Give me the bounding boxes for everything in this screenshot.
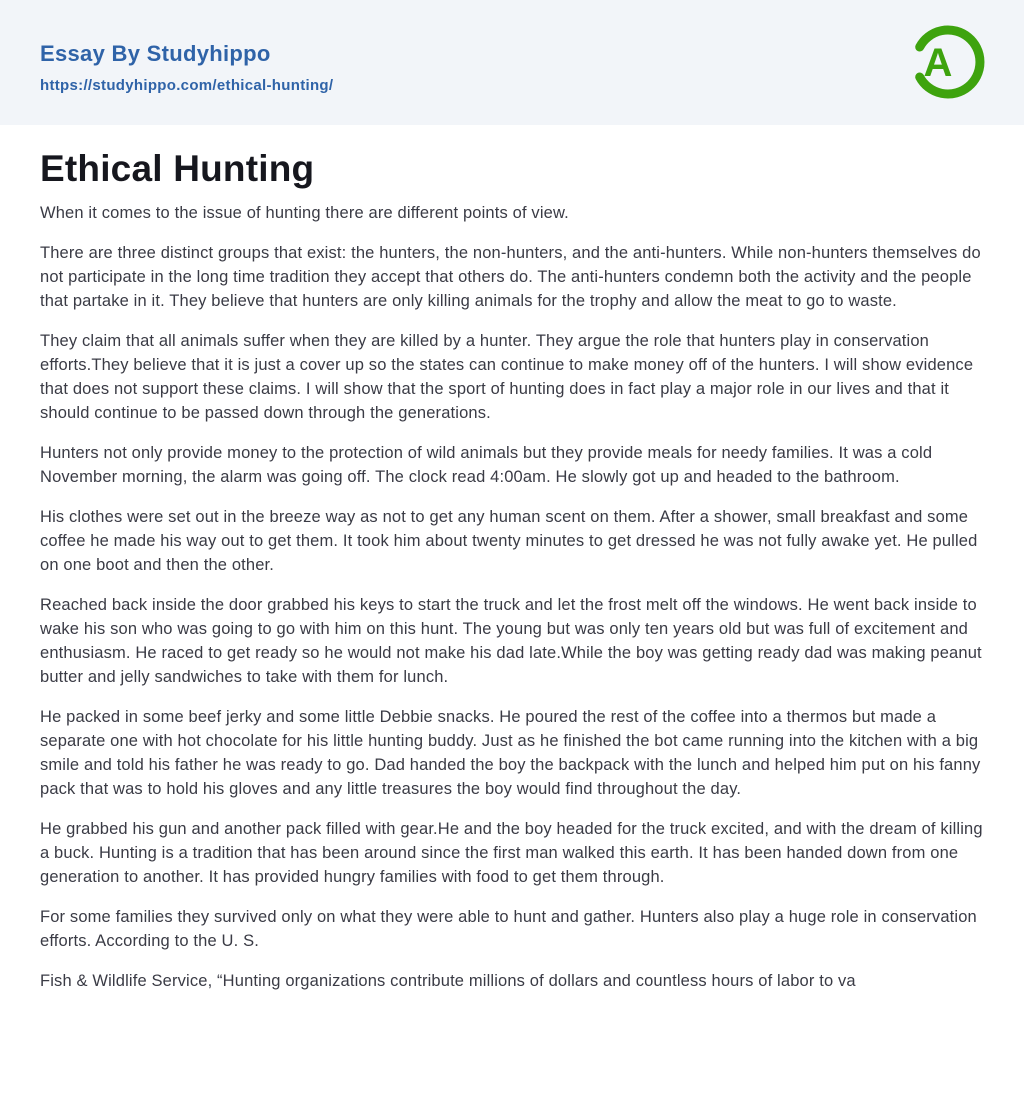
- essay-paragraph-3: They claim that all animals suffer when they are killed by a hunter. They argue the role that hunters play in conservation efforts.They believe that it is just a cover up so the states can continue to make money off of the hunters. I will show evidence that does not support these claims. I will show that the sport of hunting does in fact play a major role in our lives and that it should continue to be passed down through the generations.: [40, 332, 974, 422]
- page-header: [0, 0, 1024, 125]
- essay-paragraph-8: He grabbed his gun and another pack filled with gear.He and the boy headed for the truck excited, and with the dream of killing a buck. Hunting is a tradition that has been around since the first man walked this earth. It has been handed down from one generation to another. It has provided hungry families with food to get them through.: [40, 820, 983, 886]
- site-title: Essay By Studyhippo: [40, 41, 271, 66]
- essay-paragraph-7: He packed in some beef jerky and some little Debbie snacks. He poured the rest of the coffee into a thermos but made a separate one with hot chocolate for his little hunting buddy. Just as he finished the bot came running into the kitchen with a big smile and told his father he was ready to go. Dad handed the boy the backpack with the lunch and helped him put on his fanny pack that was to hold his gloves and any little treasures the boy would find throughout the day.: [40, 708, 981, 798]
- essay-title: Ethical Hunting: [40, 148, 315, 189]
- essay-paragraph-9: For some families they survived only on what they were able to hunt and gather. Hunters also play a huge role in conservation efforts. According to the U. S.: [40, 908, 977, 950]
- essay-paragraph-2: There are three distinct groups that exist: the hunters, the non-hunters, and the anti-hunters. While non-hunters themselves do not participate in the long time tradition they accept that others do. The anti-hunters condemn both the activity and the people that partake in it. They believe that hunters are only killing animals for the trophy and allow the meat to go to waste.: [40, 244, 981, 310]
- essay-paragraph-4: Hunters not only provide money to the protection of wild animals but they provide meals for needy families. It was a cold November morning, the alarm was going off. The clock read 4:00am. He slowly got up and headed to the bathroom.: [40, 444, 933, 486]
- essay-paragraph-1: When it comes to the issue of hunting there are different points of view.: [40, 204, 569, 222]
- logo-letter: A: [923, 41, 953, 85]
- essay-content: [0, 125, 1024, 993]
- essay-paragraph-5: His clothes were set out in the breeze way as not to get any human scent on them. After a shower, small breakfast and some coffee he made his way out to get them. It took him about twenty minutes to get dressed he was not fully awake yet. He pulled on one boot and then the other.: [40, 508, 978, 574]
- essay-paragraph-10: Fish & Wildlife Service, “Hunting organizations contribute millions of dollars and countless hours of labor to va: [40, 972, 856, 990]
- essay-url-link[interactable]: https://studyhippo.com/ethical-hunting/: [40, 77, 334, 94]
- essay-paragraph-6: Reached back inside the door grabbed his keys to start the truck and let the frost melt off the windows. He went back inside to wake his son who was going to go with him on this hunt. The young but was only ten years old but was full of excitement and enthusiasm. He raced to get ready so he would not make his dad late.While the boy was getting ready dad was making peanut butter and jelly sandwiches to take with them for lunch.: [40, 596, 982, 686]
- studyhippo-logo-icon: [910, 24, 986, 100]
